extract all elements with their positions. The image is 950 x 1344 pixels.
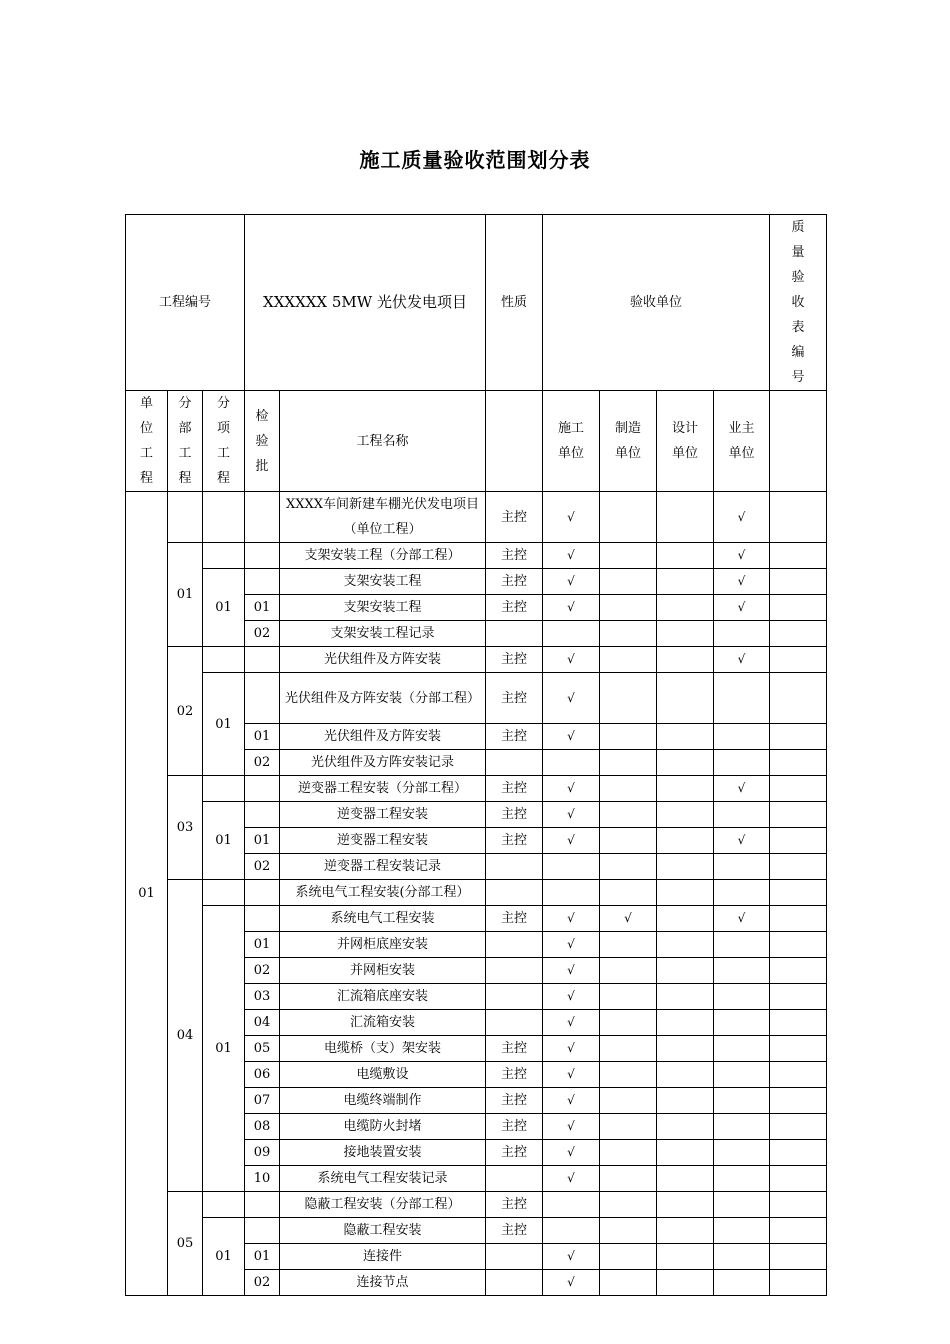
- manufacturing-check: [600, 543, 657, 569]
- project-name-cell: XXXX车间新建车棚光伏发电项目（单位工程）: [280, 492, 486, 543]
- owner-check: [714, 802, 770, 828]
- quality-form-cell: [770, 543, 827, 569]
- project-name-cell: 系统电气工程安装记录: [280, 1166, 486, 1192]
- manufacturing-check: [600, 492, 657, 543]
- project-name-cell: 支架安装工程: [280, 569, 486, 595]
- batch-cell: 02: [245, 854, 280, 880]
- project-name-cell: 光伏组件及方阵安装: [280, 724, 486, 750]
- batch-cell: 06: [245, 1062, 280, 1088]
- manufacturing-check: [600, 854, 657, 880]
- manufacturing-unit-header: 制造单位: [600, 391, 657, 492]
- manufacturing-check: [600, 1166, 657, 1192]
- manufacturing-check: [600, 958, 657, 984]
- project-name-cell: 光伏组件及方阵安装记录: [280, 750, 486, 776]
- nature-cell: [486, 1270, 543, 1296]
- project-name-cell: 支架安装工程（分部工程）: [280, 543, 486, 569]
- quality-form-cell: [770, 1218, 827, 1244]
- division-01: 01: [168, 543, 203, 647]
- project-name-cell: 隐蔽工程安装: [280, 1218, 486, 1244]
- batch-cell: 01: [245, 932, 280, 958]
- project-name-cell: 电缆终端制作: [280, 1088, 486, 1114]
- nature-cell: 主控: [486, 1140, 543, 1166]
- project-name-cell: 支架安装工程: [280, 595, 486, 621]
- quality-form-cell: [770, 1036, 827, 1062]
- construction-unit-header: 施工单位: [543, 391, 600, 492]
- nature-cell: [486, 621, 543, 647]
- manufacturing-check: [600, 1244, 657, 1270]
- quality-form-cell: [770, 1166, 827, 1192]
- quality-form-cell: [770, 1062, 827, 1088]
- manufacturing-check: [600, 569, 657, 595]
- manufacturing-check: [600, 776, 657, 802]
- nature-cell: 主控: [486, 673, 543, 724]
- construction-check: √: [543, 492, 600, 543]
- quality-form-cell: [770, 1010, 827, 1036]
- construction-check: √: [543, 776, 600, 802]
- table-row: [126, 492, 827, 543]
- construction-check: √: [543, 1036, 600, 1062]
- project-name-cell: 连接节点: [280, 1270, 486, 1296]
- quality-form-cell: [770, 647, 827, 673]
- project-name-cell: 光伏组件及方阵安装（分部工程）: [280, 673, 486, 724]
- construction-check: √: [543, 1244, 600, 1270]
- construction-check: √: [543, 647, 600, 673]
- project-name-cell: 逆变器工程安装记录: [280, 854, 486, 880]
- construction-check: √: [543, 1062, 600, 1088]
- nature-cell: 主控: [486, 802, 543, 828]
- manufacturing-check: [600, 1218, 657, 1244]
- nature-cell: 主控: [486, 1218, 543, 1244]
- manufacturing-check: [600, 984, 657, 1010]
- batch-cell: [245, 673, 280, 724]
- nature-cell: 主控: [486, 906, 543, 932]
- construction-check: [543, 750, 600, 776]
- owner-check: [714, 880, 770, 906]
- quality-form-header-blank: [770, 391, 827, 492]
- quality-form-cell: [770, 854, 827, 880]
- manufacturing-check: [600, 1140, 657, 1166]
- manufacturing-check: [600, 802, 657, 828]
- owner-check: [714, 673, 770, 724]
- design-check: [657, 932, 714, 958]
- quality-form-cell: [770, 958, 827, 984]
- nature-cell: 主控: [486, 595, 543, 621]
- inspection-batch-header: 检验批: [245, 391, 280, 492]
- owner-check: [714, 1036, 770, 1062]
- design-check: [657, 673, 714, 724]
- owner-check: [714, 1192, 770, 1218]
- construction-check: √: [543, 1010, 600, 1036]
- batch-cell: 07: [245, 1088, 280, 1114]
- project-name-cell: 汇流箱底座安装: [280, 984, 486, 1010]
- quality-form-cell: [770, 1140, 827, 1166]
- batch-cell: 01: [245, 595, 280, 621]
- sub-item-header: 分项工程: [203, 391, 245, 492]
- nature-cell: [486, 880, 543, 906]
- owner-check: [714, 621, 770, 647]
- project-name-cell: 电缆桥（支）架安装: [280, 1036, 486, 1062]
- table-row: [126, 802, 827, 828]
- project-name: XXXXXX 5MW 光伏发电项目: [245, 215, 486, 391]
- batch-cell: 08: [245, 1114, 280, 1140]
- table-row: [126, 1218, 827, 1244]
- project-name-cell: 支架安装工程记录: [280, 621, 486, 647]
- item-blank: [203, 543, 245, 569]
- quality-form-cell: [770, 569, 827, 595]
- batch-cell: 01: [245, 1244, 280, 1270]
- table-row: [126, 880, 827, 906]
- nature-cell: [486, 854, 543, 880]
- quality-form-cell: [770, 621, 827, 647]
- batch-cell: 04: [245, 1010, 280, 1036]
- design-check: [657, 724, 714, 750]
- design-check: [657, 880, 714, 906]
- table-row: [126, 673, 827, 724]
- owner-check: [714, 1270, 770, 1296]
- owner-check: [714, 1088, 770, 1114]
- construction-check: √: [543, 802, 600, 828]
- project-name-cell: 电缆防火封堵: [280, 1114, 486, 1140]
- nature-cell: 主控: [486, 1036, 543, 1062]
- owner-check: [714, 750, 770, 776]
- batch-cell: [245, 776, 280, 802]
- design-check: [657, 906, 714, 932]
- construction-check: √: [543, 958, 600, 984]
- design-check: [657, 1010, 714, 1036]
- nature-cell: 主控: [486, 1062, 543, 1088]
- quality-form-cell: [770, 932, 827, 958]
- owner-check: [714, 932, 770, 958]
- nature-header-blank: [486, 391, 543, 492]
- nature-cell: 主控: [486, 724, 543, 750]
- quality-form-cell: [770, 1088, 827, 1114]
- design-check: [657, 1192, 714, 1218]
- design-unit-header: 设计单位: [657, 391, 714, 492]
- batch-cell: [245, 1218, 280, 1244]
- project-name-cell: 逆变器工程安装: [280, 828, 486, 854]
- quality-form-header: 质量验收表编号: [770, 215, 827, 391]
- acceptance-scope-table: [125, 214, 827, 1296]
- manufacturing-check: [600, 724, 657, 750]
- item-02-01: 01: [203, 673, 245, 776]
- construction-check: √: [543, 1088, 600, 1114]
- design-check: [657, 984, 714, 1010]
- item-blank: [203, 776, 245, 802]
- design-check: [657, 1166, 714, 1192]
- nature-cell: [486, 1010, 543, 1036]
- nature-cell: [486, 932, 543, 958]
- project-name-cell: 并网柜底座安装: [280, 932, 486, 958]
- owner-check: √: [714, 569, 770, 595]
- construction-check: √: [543, 673, 600, 724]
- batch-cell: 05: [245, 1036, 280, 1062]
- item-05-01: 01: [203, 1218, 245, 1296]
- owner-check: √: [714, 776, 770, 802]
- nature-cell: 主控: [486, 492, 543, 543]
- table-row: [126, 647, 827, 673]
- design-check: [657, 492, 714, 543]
- quality-form-cell: [770, 1114, 827, 1140]
- construction-check: √: [543, 932, 600, 958]
- table-row: [126, 1192, 827, 1218]
- construction-check: [543, 621, 600, 647]
- manufacturing-check: [600, 1088, 657, 1114]
- quality-form-cell: [770, 673, 827, 724]
- design-check: [657, 1244, 714, 1270]
- manufacturing-check: [600, 828, 657, 854]
- construction-check: √: [543, 1114, 600, 1140]
- project-name-cell: 隐蔽工程安装（分部工程）: [280, 1192, 486, 1218]
- owner-check: [714, 1218, 770, 1244]
- project-name-cell: 电缆敷设: [280, 1062, 486, 1088]
- owner-check: √: [714, 492, 770, 543]
- manufacturing-check: [600, 621, 657, 647]
- quality-form-cell: [770, 1244, 827, 1270]
- owner-check: [714, 1244, 770, 1270]
- design-check: [657, 1114, 714, 1140]
- design-check: [657, 802, 714, 828]
- quality-form-cell: [770, 776, 827, 802]
- sub-division-header: 分部工程: [168, 391, 203, 492]
- division-02: 02: [168, 647, 203, 776]
- design-check: [657, 958, 714, 984]
- project-name-cell: 接地装置安装: [280, 1140, 486, 1166]
- batch-cell: [245, 569, 280, 595]
- owner-check: √: [714, 906, 770, 932]
- batch-cell: 01: [245, 828, 280, 854]
- batch-cell: 02: [245, 750, 280, 776]
- design-check: [657, 854, 714, 880]
- manufacturing-check: [600, 1036, 657, 1062]
- nature-header: 性质: [486, 215, 543, 391]
- owner-check: √: [714, 595, 770, 621]
- manufacturing-check: [600, 750, 657, 776]
- project-name-cell: 光伏组件及方阵安装: [280, 647, 486, 673]
- table-row: [126, 906, 827, 932]
- quality-form-cell: [770, 750, 827, 776]
- manufacturing-check: [600, 1010, 657, 1036]
- nature-cell: [486, 1166, 543, 1192]
- nature-cell: [486, 984, 543, 1010]
- project-name-cell: 系统电气工程安装(分部工程）: [280, 880, 486, 906]
- batch-cell: 09: [245, 1140, 280, 1166]
- nature-cell: 主控: [486, 1114, 543, 1140]
- quality-form-cell: [770, 802, 827, 828]
- nature-cell: [486, 958, 543, 984]
- owner-check: [714, 958, 770, 984]
- owner-check: √: [714, 647, 770, 673]
- manufacturing-check: [600, 880, 657, 906]
- construction-check: [543, 880, 600, 906]
- header-row-2: [126, 391, 827, 492]
- item-blank: [203, 492, 245, 543]
- batch-cell: 10: [245, 1166, 280, 1192]
- design-check: [657, 1036, 714, 1062]
- project-name-cell: 系统电气工程安装: [280, 906, 486, 932]
- owner-check: [714, 724, 770, 750]
- batch-cell: [245, 492, 280, 543]
- project-name-cell: 汇流箱安装: [280, 1010, 486, 1036]
- manufacturing-check: [600, 647, 657, 673]
- page-title: 施工质量验收范围划分表: [359, 148, 591, 172]
- quality-form-cell: [770, 595, 827, 621]
- nature-cell: 主控: [486, 1088, 543, 1114]
- header-row-1: [126, 215, 827, 391]
- batch-cell: 02: [245, 621, 280, 647]
- project-name-cell: 并网柜安装: [280, 958, 486, 984]
- design-check: [657, 647, 714, 673]
- design-check: [657, 828, 714, 854]
- batch-cell: [245, 802, 280, 828]
- construction-check: √: [543, 1270, 600, 1296]
- construction-check: √: [543, 569, 600, 595]
- item-01-01: 01: [203, 569, 245, 647]
- owner-check: √: [714, 828, 770, 854]
- division-04: 04: [168, 880, 203, 1192]
- construction-check: [543, 1192, 600, 1218]
- construction-check: √: [543, 906, 600, 932]
- quality-form-cell: [770, 492, 827, 543]
- quality-form-cell: [770, 1270, 827, 1296]
- construction-check: [543, 1218, 600, 1244]
- design-check: [657, 1140, 714, 1166]
- owner-check: [714, 1166, 770, 1192]
- construction-check: √: [543, 595, 600, 621]
- nature-cell: [486, 1244, 543, 1270]
- owner-check: [714, 1140, 770, 1166]
- design-check: [657, 750, 714, 776]
- owner-check: [714, 984, 770, 1010]
- manufacturing-check: √: [600, 906, 657, 932]
- nature-cell: 主控: [486, 543, 543, 569]
- nature-cell: 主控: [486, 569, 543, 595]
- quality-form-cell: [770, 984, 827, 1010]
- owner-check: [714, 854, 770, 880]
- manufacturing-check: [600, 932, 657, 958]
- construction-check: √: [543, 543, 600, 569]
- design-check: [657, 595, 714, 621]
- manufacturing-check: [600, 595, 657, 621]
- batch-cell: [245, 1192, 280, 1218]
- batch-cell: [245, 647, 280, 673]
- quality-form-cell: [770, 828, 827, 854]
- design-check: [657, 1218, 714, 1244]
- division-blank: [168, 492, 203, 543]
- construction-check: √: [543, 1140, 600, 1166]
- construction-check: √: [543, 828, 600, 854]
- owner-check: [714, 1114, 770, 1140]
- unit-project-header: 单位工程: [126, 391, 168, 492]
- item-04-01: 01: [203, 906, 245, 1192]
- division-05: 05: [168, 1192, 203, 1296]
- owner-unit-header: 业主单位: [714, 391, 770, 492]
- nature-cell: 主控: [486, 647, 543, 673]
- nature-cell: [486, 750, 543, 776]
- manufacturing-check: [600, 1270, 657, 1296]
- manufacturing-check: [600, 1062, 657, 1088]
- table-row: [126, 776, 827, 802]
- unit-project-01: 01: [126, 492, 168, 1296]
- quality-form-cell: [770, 906, 827, 932]
- manufacturing-check: [600, 1114, 657, 1140]
- table-row: [126, 543, 827, 569]
- batch-cell: 02: [245, 1270, 280, 1296]
- batch-cell: [245, 906, 280, 932]
- batch-cell: [245, 543, 280, 569]
- owner-check: √: [714, 543, 770, 569]
- nature-cell: 主控: [486, 1192, 543, 1218]
- design-check: [657, 1062, 714, 1088]
- manufacturing-check: [600, 673, 657, 724]
- project-code-label: 工程编号: [126, 215, 245, 391]
- design-check: [657, 569, 714, 595]
- item-03-01: 01: [203, 802, 245, 880]
- design-check: [657, 543, 714, 569]
- batch-cell: [245, 880, 280, 906]
- nature-cell: 主控: [486, 828, 543, 854]
- batch-cell: 02: [245, 958, 280, 984]
- project-name-cell: 逆变器工程安装（分部工程）: [280, 776, 486, 802]
- quality-form-cell: [770, 724, 827, 750]
- design-check: [657, 1088, 714, 1114]
- project-name-header: 工程名称: [280, 391, 486, 492]
- batch-cell: 01: [245, 724, 280, 750]
- owner-check: [714, 1010, 770, 1036]
- item-blank: [203, 880, 245, 906]
- table-row: [126, 569, 827, 595]
- quality-form-cell: [770, 1192, 827, 1218]
- nature-cell: 主控: [486, 776, 543, 802]
- acceptance-unit-header: 验收单位: [543, 215, 770, 391]
- item-blank: [203, 647, 245, 673]
- construction-check: √: [543, 724, 600, 750]
- item-blank: [203, 1192, 245, 1218]
- design-check: [657, 776, 714, 802]
- construction-check: √: [543, 1166, 600, 1192]
- owner-check: [714, 1062, 770, 1088]
- manufacturing-check: [600, 1192, 657, 1218]
- construction-check: √: [543, 984, 600, 1010]
- division-03: 03: [168, 776, 203, 880]
- construction-check: [543, 854, 600, 880]
- design-check: [657, 1270, 714, 1296]
- design-check: [657, 621, 714, 647]
- batch-cell: 03: [245, 984, 280, 1010]
- project-name-cell: 逆变器工程安装: [280, 802, 486, 828]
- quality-form-cell: [770, 880, 827, 906]
- project-name-cell: 连接件: [280, 1244, 486, 1270]
